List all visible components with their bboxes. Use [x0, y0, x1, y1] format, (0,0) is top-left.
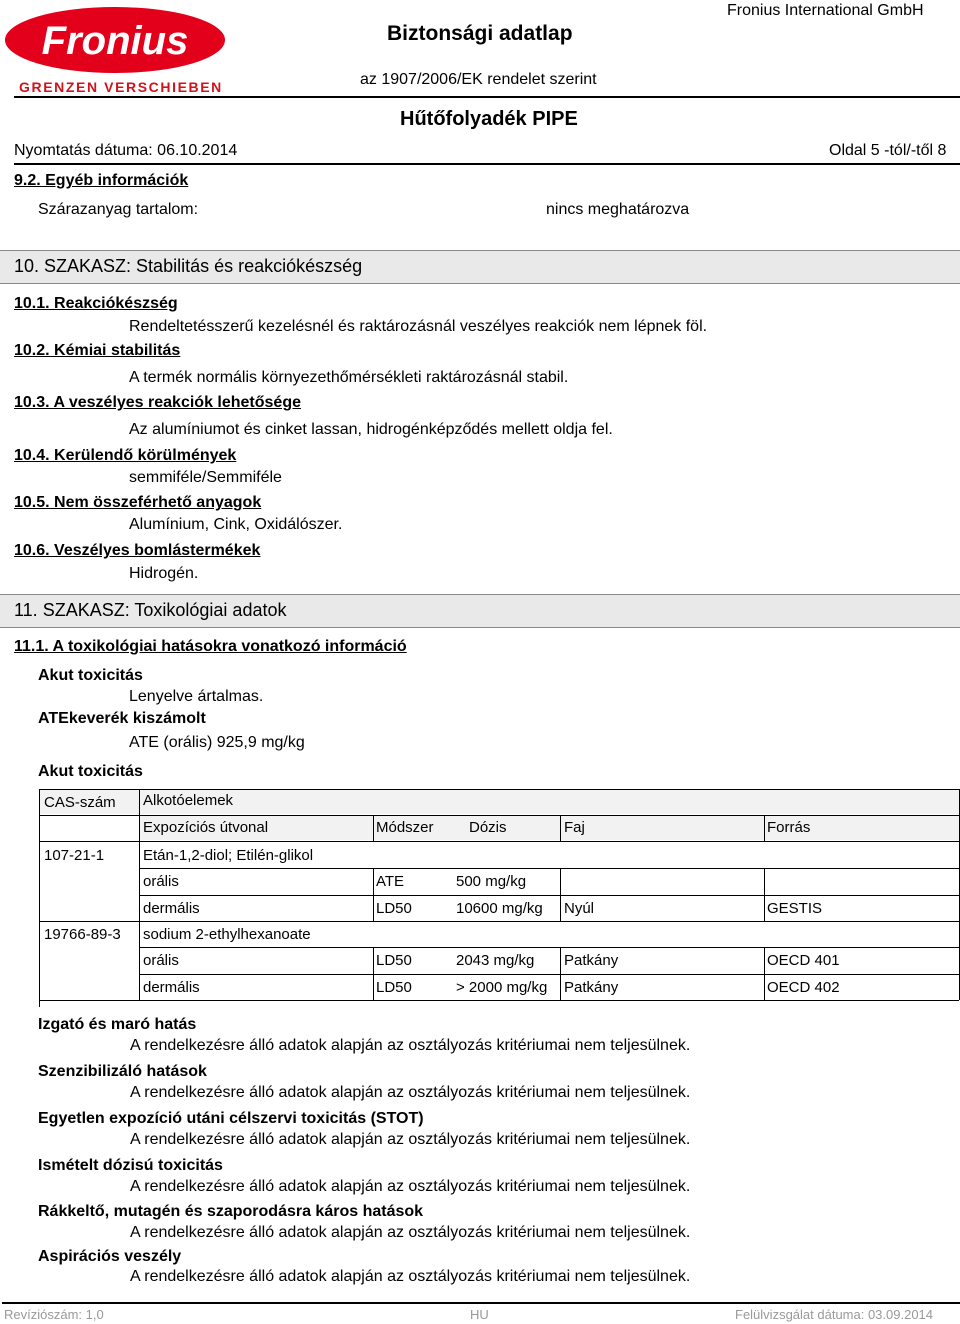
hazard-text: A rendelkezésre álló adatok alapján az osztályozás kritériumai nem teljesülnek. [130, 1178, 691, 1195]
cell-species: Nyúl [564, 900, 595, 917]
dry-matter-value: nincs meghatározva [546, 201, 690, 218]
header-rule-bottom [14, 163, 960, 165]
hazard-label: Szenzibilizáló hatások [38, 1063, 207, 1080]
page-number: Oldal 5 -tól/-től 8 [829, 142, 947, 159]
hazard-text: A rendelkezésre álló adatok alapján az osztályozás kritériumai nem teljesülnek. [130, 1224, 691, 1241]
cell-species: Patkány [564, 952, 619, 969]
cell-method: LD50 [376, 900, 412, 917]
logo-tagline: GRENZEN VERSCHIEBEN [19, 79, 223, 95]
th-method: Módszer [376, 819, 434, 836]
table-line [764, 815, 765, 841]
cell-source: OECD 401 [767, 952, 840, 969]
product-name: Hűtőfolyadék PIPE [400, 108, 578, 130]
cell-route: dermális [143, 979, 200, 996]
acute-toxicity-label: Akut toxicitás [38, 667, 143, 684]
section-10-6-title: 10.6. Veszélyes bomlástermékek [14, 542, 261, 559]
section-10-5-title: 10.5. Nem összeférhető anyagok [14, 494, 262, 511]
table-line [560, 868, 561, 921]
section-10-2-text: A termék normális környezethőmérsékleti raktározásnál stabil. [129, 369, 569, 386]
logo-mark [4, 6, 226, 76]
cell-route: orális [143, 952, 179, 969]
table-line [139, 868, 959, 869]
cell-dose: 2043 mg/kg [456, 952, 535, 969]
th-species: Faj [564, 819, 585, 836]
hazard-text: A rendelkezésre álló adatok alapján az osztályozás kritériumai nem teljesülnek. [130, 1268, 691, 1285]
th-dose: Dózis [469, 819, 507, 836]
language-code: HU [470, 1307, 489, 1322]
cell-method: LD50 [376, 979, 412, 996]
th-source: Forrás [767, 819, 811, 836]
table-line [139, 895, 959, 896]
section-9-2-title: 9.2. Egyéb információk [14, 172, 189, 189]
ate-mixture-text: ATE (orális) 925,9 mg/kg [129, 734, 305, 751]
table-line [560, 947, 561, 1000]
hazard-label: Izgató és maró hatás [38, 1016, 197, 1033]
table-line [39, 841, 959, 842]
section-11-header [0, 594, 960, 628]
table-line [39, 789, 959, 790]
acute-toxicity-text: Lenyelve ártalmas. [129, 688, 264, 705]
review-date: Felülvizsgálat dátuma: 03.09.2014 [735, 1307, 934, 1322]
hazard-label: Rákkeltő, mutagén és szaporodásra káros hatások [38, 1203, 424, 1220]
cell-route: dermális [143, 900, 200, 917]
th-route: Expozíciós útvonal [143, 819, 269, 836]
table-line [39, 815, 959, 816]
print-date: Nyomtatás dátuma: 06.10.2014 [14, 142, 238, 159]
cell-method: ATE [376, 873, 405, 890]
table-line [139, 974, 959, 975]
cell-dose: > 2000 mg/kg [456, 979, 548, 996]
table-line [373, 947, 374, 1000]
substance-name: sodium 2-ethylhexanoate [143, 926, 311, 943]
hazard-text: A rendelkezésre álló adatok alapján az osztályozás kritériumai nem teljesülnek. [130, 1131, 691, 1148]
hazard-text: A rendelkezésre álló adatok alapján az osztályozás kritériumai nem teljesülnek. [130, 1084, 691, 1101]
hazard-label: Egyetlen expozíció utáni célszervi toxicitás (STOT) [38, 1110, 424, 1127]
company-name: Fronius International GmbH [727, 2, 924, 19]
section-11-title: 11. SZAKASZ: Toxikológiai adatok [14, 600, 287, 620]
cell-source: GESTIS [767, 900, 823, 917]
revision-number: Revíziószám: 1,0 [4, 1307, 104, 1322]
th-component: Alkotóelemek [143, 792, 234, 809]
section-10-6-text: Hidrogén. [129, 565, 199, 582]
table-line [373, 815, 374, 841]
substance-name: Etán-1,2-diol; Etilén-glikol [143, 847, 314, 864]
section-10-3-title: 10.3. A veszélyes reakciók lehetősége [14, 394, 301, 411]
section-10-1-text: Rendeltetésszerű kezelésnél és raktározásnál veszélyes reakciók nem lépnek föl. [129, 318, 708, 335]
acute-toxicity-label-2: Akut toxicitás [38, 763, 143, 780]
document-title: Biztonsági adatlap [387, 22, 573, 45]
th-cas: CAS-szám [44, 794, 116, 811]
cell-method: LD50 [376, 952, 412, 969]
regulation-text: az 1907/2006/EK rendelet szerint [360, 71, 597, 88]
dry-matter-label: Szárazanyag tartalom: [38, 201, 199, 218]
section-10-4-text: semmiféle/Semmiféle [129, 469, 282, 486]
section-10-5-text: Alumínium, Cink, Oxidálószer. [129, 516, 343, 533]
header-rule-top [14, 96, 960, 98]
table-line [139, 947, 959, 948]
table-line [139, 789, 140, 1000]
section-10-4-title: 10.4. Kerülendő körülmények [14, 447, 237, 464]
table-line [764, 868, 765, 921]
section-10-2-title: 10.2. Kémiai stabilitás [14, 342, 181, 359]
cell-source: OECD 402 [767, 979, 840, 996]
table-line [39, 921, 959, 922]
ate-mixture-label: ATEkeverék kiszámolt [38, 710, 206, 727]
footer-rule [2, 1302, 960, 1304]
section-10-header [0, 250, 960, 284]
section-10-1-title: 10.1. Reakciókészség [14, 295, 178, 312]
table-line [39, 1000, 959, 1001]
hazard-text: A rendelkezésre álló adatok alapján az osztályozás kritériumai nem teljesülnek. [130, 1037, 691, 1054]
cell-dose: 500 mg/kg [456, 873, 527, 890]
section-10-3-text: Az alumíniumot és cinket lassan, hidrogénképződés mellett oldja fel. [129, 421, 613, 438]
hazard-label: Ismételt dózisú toxicitás [38, 1157, 223, 1174]
table-line [560, 815, 561, 841]
section-10-title: 10. SZAKASZ: Stabilitás és reakciókészség [14, 256, 363, 276]
cell-species: Patkány [564, 979, 619, 996]
table-line [39, 789, 40, 1007]
cell-route: orális [143, 873, 179, 890]
table-line [764, 947, 765, 1000]
section-11-1-title: 11.1. A toxikológiai hatásokra vonatkozó információ [14, 638, 407, 655]
cas-number: 19766-89-3 [44, 926, 121, 943]
logo-text: Fronius [41, 19, 189, 63]
cell-dose: 10600 mg/kg [456, 900, 543, 917]
cas-number: 107-21-1 [44, 847, 105, 864]
table-line [373, 868, 374, 921]
hazard-label: Aspirációs veszély [38, 1248, 182, 1265]
